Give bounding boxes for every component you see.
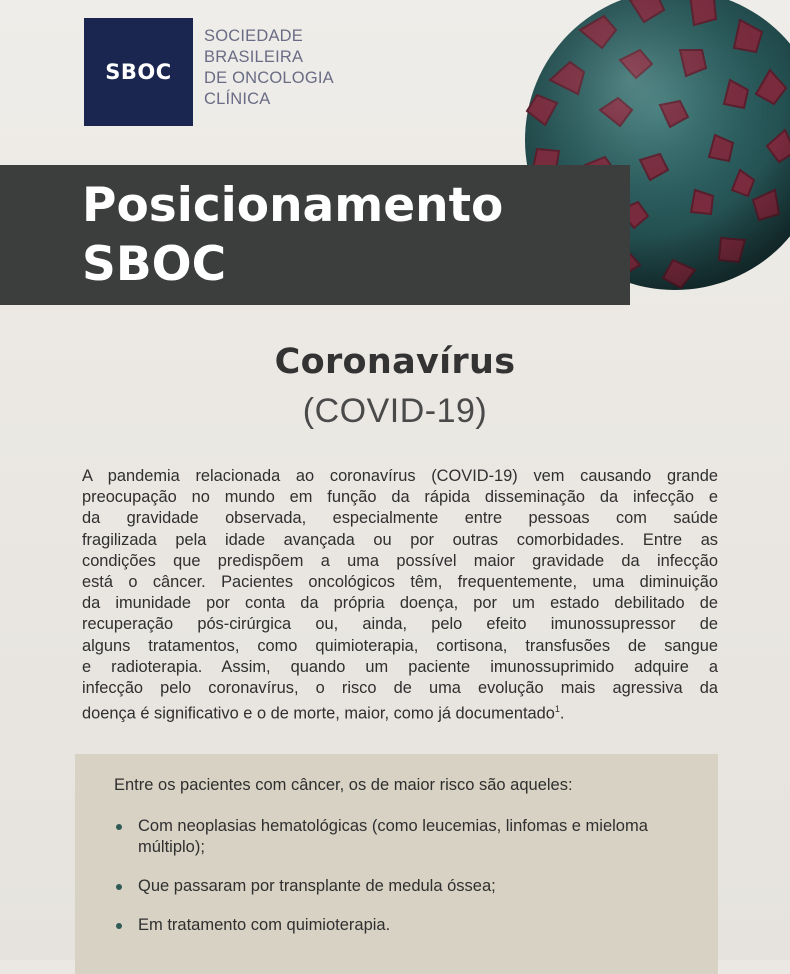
intro-line: está o câncer. Pacientes oncológicos têm, frequentemente, uma diminuição <box>82 573 718 592</box>
bullet-icon <box>116 923 122 929</box>
bullet-icon <box>116 884 122 890</box>
footnote-marker: 1 <box>554 704 560 715</box>
list-item <box>114 816 694 858</box>
list-item-text: Em tratamento com quimioterapia. <box>138 916 391 934</box>
banner-title-line: SBOC <box>82 237 227 292</box>
intro-line: fragilizada pela idade avançada ou por outras comorbidades. Entre as <box>82 530 718 549</box>
risk-list <box>114 816 694 954</box>
intro-line: da gravidade observada, especialmente entre pessoas com saúde <box>82 509 718 528</box>
organization-name-line: BRASILEIRA <box>204 48 304 66</box>
organization-name-line: DE ONCOLOGIA <box>204 69 334 87</box>
intro-line: alguns tratamentos, como quimioterapia, cortisona, transfusões de sangue <box>82 636 718 655</box>
intro-paragraph <box>82 466 718 725</box>
intro-line: e radioterapia. Assim, quando um paciente imunossuprimido adquire a <box>82 657 718 676</box>
intro-line: da imunidade por conta da própria doença, por um estado debilitado de <box>82 594 718 613</box>
intro-line: recuperação pós-cirúrgica ou, ainda, pelo efeito imunossupressor de <box>82 615 718 634</box>
organization-name-line: SOCIEDADE <box>204 27 303 45</box>
list-item-text: Que passaram por transplante de medula óssea; <box>138 877 496 895</box>
banner-title-line: Posicionamento <box>82 178 504 233</box>
intro-end-punctuation: . <box>559 704 565 723</box>
intro-line: A pandemia relacionada ao coronavírus (COVID-19) vem causando grande <box>82 467 718 485</box>
list-item <box>114 876 694 897</box>
list-item <box>114 915 694 936</box>
sboc-logo <box>84 18 193 126</box>
organization-name <box>204 26 404 110</box>
intro-line: infecção pelo coronavírus, o risco de uma evolução mais agressiva da <box>82 679 718 698</box>
intro-line: preocupação no mundo em função da rápida disseminação da infecção e <box>82 488 718 507</box>
logo-abbreviation: SBOC <box>105 60 172 84</box>
page-title: Coronavírus <box>274 342 516 382</box>
list-item-text: Com neoplasias hematológicas (como leucemias, linfomas e mieloma múltiplo); <box>138 817 648 856</box>
intro-line: doença é significativo e o de morte, maior, como já documentado <box>82 704 555 723</box>
risk-intro: Entre os pacientes com câncer, os de maior risco são aqueles: <box>114 776 573 794</box>
bullet-icon <box>116 824 122 830</box>
intro-line: condições que predispõem a uma possível maior gravidade da infecção <box>82 551 718 570</box>
intro-last-line <box>82 699 718 725</box>
banner-title <box>82 176 503 294</box>
organization-name-line: CLÍNICA <box>204 90 271 108</box>
page-subtitle: (COVID-19) <box>302 392 488 430</box>
